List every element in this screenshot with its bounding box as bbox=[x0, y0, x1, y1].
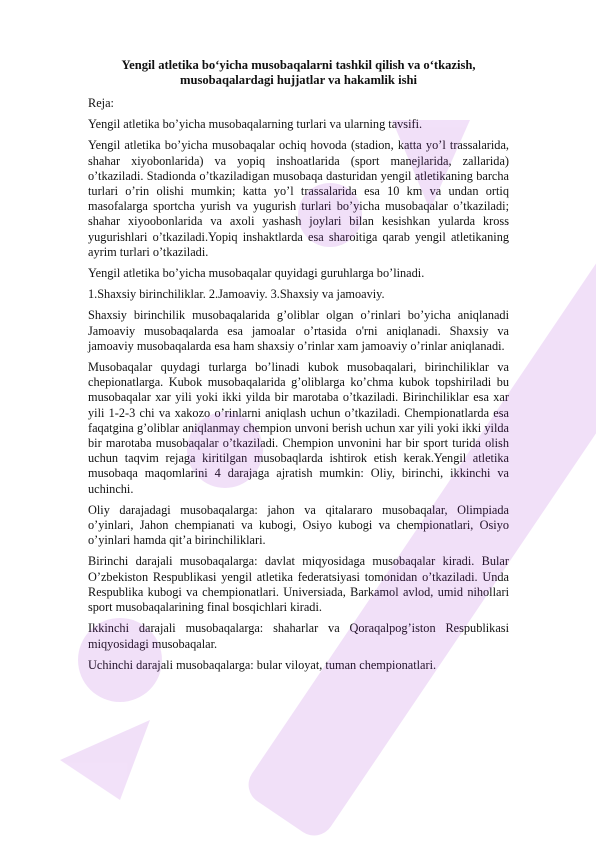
paragraph: Musobaqalar quydagi turlarga bo’linadi kubok musobaqalari, birinchiliklar va chepionatlarga. Kubok musobaqalarida g’oliblarga ko’chma kubok topshiriladi bu musobaqalar xar yili yoki ikki yilda bir marotaba o’tkaziladi. Birinchiliklar esa xar yili 1-2-3 chi va xakozo o’rinlarni aniqlash uchun o’tkaziladi. Chempionatlarda esa faqatgina g’oliblar aniqlanmay chempion unvoni berish uchun xar yili yoki ikki yilda bir marotaba musobaqalar o’tkaziladi. Chempion unvonini har bir sport turida olish uchun taqvim rejaga kiritilgan musobaqlarda ishtirok etish kerak.Yengil atletika musobaqa maqomlarini 4 darajaga ajratish mumkin: Oliy, birinchi, ikkinchi va uchinchi. bbox=[88, 360, 509, 496]
paragraph: Uchinchi darajali musobaqalarga: bular viloyat, tuman chempionatlari. bbox=[88, 657, 437, 672]
paragraph: 1.Shaxsiy birinchiliklar. 2.Jamoaviy. 3.Shaxsiy va jamoaviy. bbox=[88, 287, 385, 302]
paragraph: Yengil atletika bo’yicha musobaqalar ochiq hovoda (stadion, katta yo’l trassalarida, shahar xiyobonlarida) va yopiq inshoatlarida (sport manejlarida, zallarida) o’tkaziladi. Stadionda o’tkaziladigan musobaqa dasturidan yengil atletikaning barcha turlari o’rin olishi mumkin; katta yo’l trassalarida esa 10 km va undan ortiq masofalarga sportcha yurish va yugurish turlari bo’yicha musobaqalar o’tkaziladi; shahar xiyoobonlarida va axoli yashash joylari bilan kesishkan yularda kross yugurishlari o’tkaziladi.Yopiq inshaktlarda esa sharoitiga qarab yengil atletikaning ayrim turlari o’tkaziladi. bbox=[88, 138, 509, 259]
document-title bbox=[88, 58, 509, 88]
title-line-1: Yengil atletika bo‘yicha musobaqalarni tashkil qilish va o‘tkazish, bbox=[121, 58, 476, 72]
paragraph: Oliy darajadagi musobaqalarga: jahon va qitalararo musobaqalar, Olimpiada o’yinlari, Jahon chempianati va kubogi, Osiyo kubogi va chempionatlari, Osiyo o’yinlari hamda qit’a birinchiliklari. bbox=[88, 502, 509, 548]
paragraph: Ikkinchi darajali musobaqalarga: shaharlar va Qoraqalpog’iston Respublikasi miqyosidagi musobaqalar. bbox=[88, 621, 509, 651]
paragraph: Yengil atletika bo’yicha musobaqalarning turlari va ularning tavsifi. bbox=[88, 117, 423, 132]
title-line-2: musobaqalardagi hujjatlar va hakamlik ishi bbox=[179, 73, 417, 87]
paragraph: Shaxsiy birinchilik musobaqalarida g’oliblar olgan o’rinlari bo’yicha aniqlanadi Jamoaviy musobaqalarda esa jamoalar o’rtasida o'rni aniqlanadi. Shaxsiy va jamoaviy musobaqalarda esa ham shaxsiy o’rinlar xam jamoaviy o’rinlar aniqlanadi. bbox=[88, 308, 509, 353]
document-page bbox=[88, 58, 509, 679]
paragraph: Yengil atletika bo’yicha musobaqalar quyidagi guruhlarga bo’linadi. bbox=[88, 266, 425, 281]
plan-label: Reja: bbox=[88, 96, 114, 110]
paragraph: Birinchi darajali musobaqalarga: davlat miqyosidaga musobaqalar kiradi. Bular O’zbekiston Respublikasi yengil atletika federatsiyasi tomonidan o’tkaziladi. Unda Respublika kubogi va chempionatlari. Universiada, Barkamol avlod, umid nihollari sport musobaqalarining final bosqichlari kiradi. bbox=[88, 554, 509, 615]
watermark-blob bbox=[60, 720, 150, 800]
